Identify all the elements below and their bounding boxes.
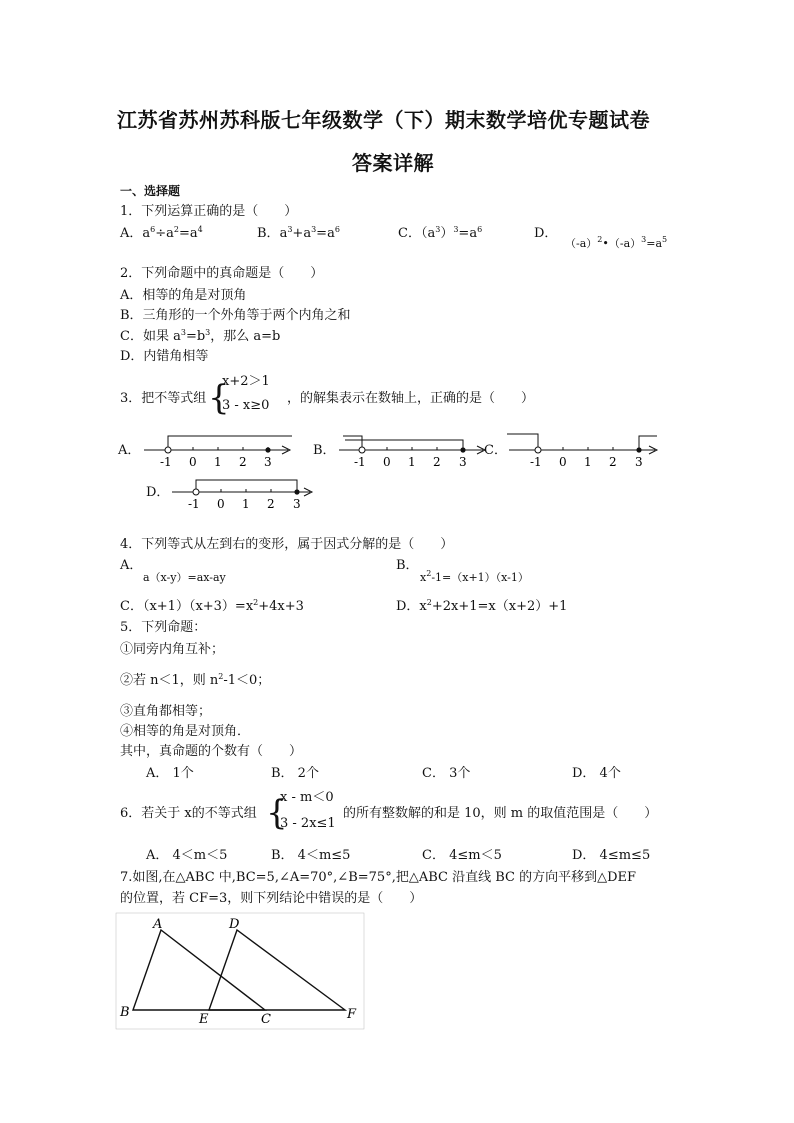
tick-label: -1 — [188, 497, 200, 511]
expr: =a — [316, 226, 335, 241]
tick-label: 0 — [383, 455, 391, 469]
q4-stem: 4．下列等式从左到右的变形，属于因式分解的是（ ） — [120, 537, 454, 552]
tick-label: 2 — [267, 497, 275, 511]
q1-option-c — [398, 226, 482, 242]
exponent: 3 — [287, 225, 293, 234]
q1-option-d — [565, 236, 667, 252]
q6-option-b: B． 4＜m≤5 — [271, 848, 351, 863]
tick-label: 0 — [217, 497, 225, 511]
exponent: 3 — [641, 235, 647, 244]
q7-stem-line-2: 的位置，若 CF=3，则下列结论中错误的是（ ） — [120, 891, 423, 906]
q4-option-b — [420, 570, 529, 586]
page-title: 江苏省苏州苏科版七年级数学（下）期末数学培优专题试卷 — [117, 108, 650, 132]
expr: =a — [646, 237, 663, 250]
tick-label: 1 — [214, 455, 222, 469]
q1-stem: 1．下列运算正确的是（ ） — [120, 204, 298, 219]
brace-symbol: { — [266, 793, 288, 833]
tick-label: 2 — [609, 455, 617, 469]
q2-option-d: D．内错角相等 — [120, 349, 209, 364]
q1-option-a — [120, 226, 203, 242]
tick-label: 1 — [408, 455, 416, 469]
tick-label: 3 — [635, 455, 643, 469]
point-label-a: A — [153, 917, 163, 932]
q5-option-d: D． 4个 — [572, 766, 621, 781]
point-label-d: D — [229, 917, 240, 932]
q3-suffix: ，的解集表示在数轴上，正确的是（ ） — [287, 391, 535, 406]
q5-statement-4: ④相等的角是对顶角． — [120, 724, 251, 739]
q5-statement-3: ③直角都相等； — [120, 704, 212, 719]
q3-option-b-label: B． — [313, 443, 336, 458]
option-label: A． — [120, 226, 143, 241]
expr: ，那么 a=b — [210, 329, 281, 344]
tick-label: -1 — [160, 455, 172, 469]
exponent: 2 — [218, 672, 224, 681]
q5-option-b: B． 2个 — [271, 766, 319, 781]
exponent: 6 — [334, 225, 340, 234]
expr: =a — [458, 226, 478, 241]
exponent: 3 — [435, 225, 441, 234]
exponent: 6 — [150, 225, 156, 234]
expr: •（-a） — [602, 237, 642, 250]
q4-option-a-label: A． — [120, 558, 143, 573]
q3-option-c-label: C． — [484, 443, 507, 458]
exponent: 4 — [197, 225, 203, 234]
point-label-b: B — [120, 1005, 130, 1020]
q2-option-a: A．相等的角是对顶角 — [120, 288, 247, 303]
tick-label: 3 — [264, 455, 272, 469]
triangle-abc — [133, 930, 265, 1010]
tick-label: 1 — [242, 497, 250, 511]
q2-option-b: B．三角形的一个外角等于两个内角之和 — [120, 308, 351, 323]
q3-option-d-label: D． — [146, 485, 170, 500]
exponent: 3 — [453, 225, 459, 234]
q6-option-d: D． 4≤m≤5 — [572, 848, 651, 863]
q3-option-a-label: A． — [118, 443, 141, 458]
exponent: 2 — [426, 598, 432, 607]
q3-inequality-1: x+2＞1 — [222, 374, 270, 389]
expr: ÷a — [155, 226, 174, 241]
q5-stem: 5．下列命题： — [120, 620, 207, 635]
q6-inequality-2: 3 - 2x≤1 — [280, 816, 336, 831]
tick-label: 0 — [189, 455, 197, 469]
exponent: 2 — [173, 225, 179, 234]
q5-question: 其中，真命题的个数有（ ） — [120, 744, 303, 759]
point-label-c: C — [261, 1012, 271, 1027]
tick-label: 0 — [559, 455, 567, 469]
exponent: 5 — [662, 235, 668, 244]
expr: -1=（x+1）（x-1） — [431, 571, 529, 584]
expr: （-a） — [565, 237, 598, 250]
q6-inequality-1: x - m＜0 — [280, 790, 334, 805]
q2-option-c — [120, 329, 280, 345]
expr: +a — [292, 226, 312, 241]
q2-stem: 2．下列命题中的真命题是（ ） — [120, 266, 324, 281]
expr: +2x+1=x（x+2）+1 — [431, 599, 568, 614]
expr: ） — [440, 226, 454, 241]
expr: x — [420, 571, 427, 584]
expr: =a — [179, 226, 198, 241]
expr: a — [142, 226, 151, 241]
exponent: 2 — [597, 235, 603, 244]
exponent: 3 — [205, 328, 211, 337]
tick-label: 2 — [239, 455, 247, 469]
q6-prefix: 6．若关于 x的不等式组 — [120, 806, 257, 821]
tick-label: -1 — [354, 455, 366, 469]
q3-number-line-a — [140, 428, 300, 470]
q3-inequality-2: 3 - x≥0 — [222, 398, 270, 413]
brace-symbol: { — [208, 378, 230, 418]
q4-option-c — [120, 599, 304, 615]
q7-triangle-figure — [115, 912, 365, 1030]
triangle-def — [209, 930, 345, 1010]
q1-option-b — [257, 226, 340, 242]
q3-prefix: 3．把不等式组 — [120, 391, 207, 406]
option-label: C． — [398, 226, 421, 241]
point-label-e: E — [199, 1012, 209, 1027]
tick-label: 2 — [433, 455, 441, 469]
expr: C．如果 a — [120, 329, 181, 344]
exponent: 6 — [477, 225, 483, 234]
exponent: 2 — [253, 598, 259, 607]
expr: -1＜0； — [223, 673, 271, 688]
expr: （a — [420, 226, 436, 241]
section-heading: 一、选择题 — [120, 184, 181, 198]
expr: ②若 n＜1，则 n — [120, 673, 219, 688]
expr: D．x — [396, 599, 427, 614]
q1-option-d-label: D． — [534, 226, 558, 241]
q5-statement-1: ①同旁内角互补； — [120, 642, 225, 657]
tick-label: 3 — [293, 497, 301, 511]
q5-option-c: C． 3个 — [422, 766, 471, 781]
tick-label: 1 — [584, 455, 592, 469]
q3-number-line-d — [168, 472, 320, 514]
exponent: 3 — [311, 225, 317, 234]
page-subtitle: 答案详解 — [352, 151, 434, 175]
q4-option-a: a（x-y）=ax-ay — [143, 571, 226, 584]
tick-label: 3 — [459, 455, 467, 469]
q4-option-d — [396, 599, 567, 615]
q7-stem-line-1: 7.如图,在△ABC 中,BC=5,∠A=70°,∠B=75°,把△ABC 沿直线 BC 的方向平移到△DEF — [120, 870, 637, 885]
option-label: B． — [257, 226, 280, 241]
q3-number-line-c — [505, 428, 665, 470]
q3-number-line-b — [335, 428, 495, 470]
expr: a — [279, 226, 288, 241]
q5-option-a: A． 1个 — [146, 766, 194, 781]
q4-option-b-label: B． — [396, 558, 419, 573]
q6-option-c: C． 4≤m＜5 — [422, 848, 502, 863]
exponent: 3 — [180, 328, 186, 337]
tick-label: -1 — [530, 455, 542, 469]
expr: =b — [185, 329, 206, 344]
expr: C．（x+1）（x+3）=x — [120, 599, 254, 614]
q6-suffix: 的所有整数解的和是 10，则 m 的取值范围是（ ） — [343, 806, 658, 821]
q6-option-a: A． 4＜m＜5 — [146, 848, 228, 863]
point-label-f: F — [347, 1007, 357, 1022]
q5-statement-2 — [120, 673, 270, 689]
expr: +4x+3 — [258, 599, 304, 614]
exponent: 2 — [426, 569, 432, 578]
